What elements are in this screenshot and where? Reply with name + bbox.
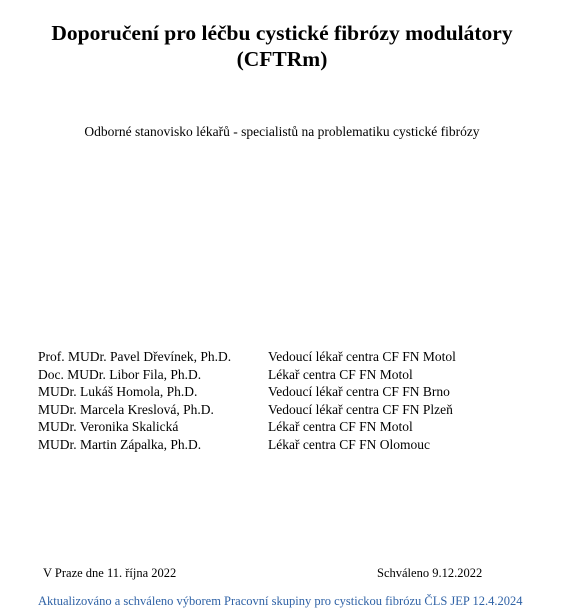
document-title [0, 20, 564, 72]
author-row [38, 366, 456, 384]
author-name: MUDr. Veronika Skalická [38, 419, 179, 434]
approval-date: Schváleno 9.12.2022 [377, 566, 483, 580]
author-row [38, 383, 456, 401]
title-line-1: Doporučení pro léčbu cystické fibrózy modulátory [51, 21, 513, 45]
author-role: Lékař centra CF FN Olomouc [268, 436, 430, 452]
author-role: Lékař centra CF FN Motol [268, 419, 413, 434]
authors-list [38, 348, 456, 453]
document-subtitle: Odborné stanovisko lékařů - specialistů na problematiku cystické fibrózy [84, 124, 480, 139]
author-name: MUDr. Lukáš Homola, Ph.D. [38, 384, 198, 399]
author-role: Vedoucí lékař centra CF FN Plzeň [268, 401, 453, 417]
author-role: Vedoucí lékař centra CF FN Motol [268, 349, 456, 364]
author-row [38, 436, 456, 454]
author-row [38, 348, 456, 366]
author-role: Vedoucí lékař centra CF FN Brno [268, 384, 450, 399]
author-name: Prof. MUDr. Pavel Dřevínek, Ph.D. [38, 349, 232, 364]
title-line-2: (CFTRm) [236, 47, 328, 71]
author-row [38, 401, 456, 419]
author-name: MUDr. Martin Zápalka, Ph.D. [38, 436, 202, 452]
author-name: Doc. MUDr. Libor Fila, Ph.D. [38, 366, 202, 382]
author-row [38, 418, 456, 436]
author-name: MUDr. Marcela Kreslová, Ph.D. [38, 401, 214, 417]
place-date: V Praze dne 11. října 2022 [43, 566, 177, 580]
author-role: Lékař centra CF FN Motol [268, 366, 413, 382]
update-note: Aktualizováno a schváleno výborem Pracovní skupiny pro cystickou fibrózu ČLS JEP 12.4.2024 [38, 594, 523, 608]
